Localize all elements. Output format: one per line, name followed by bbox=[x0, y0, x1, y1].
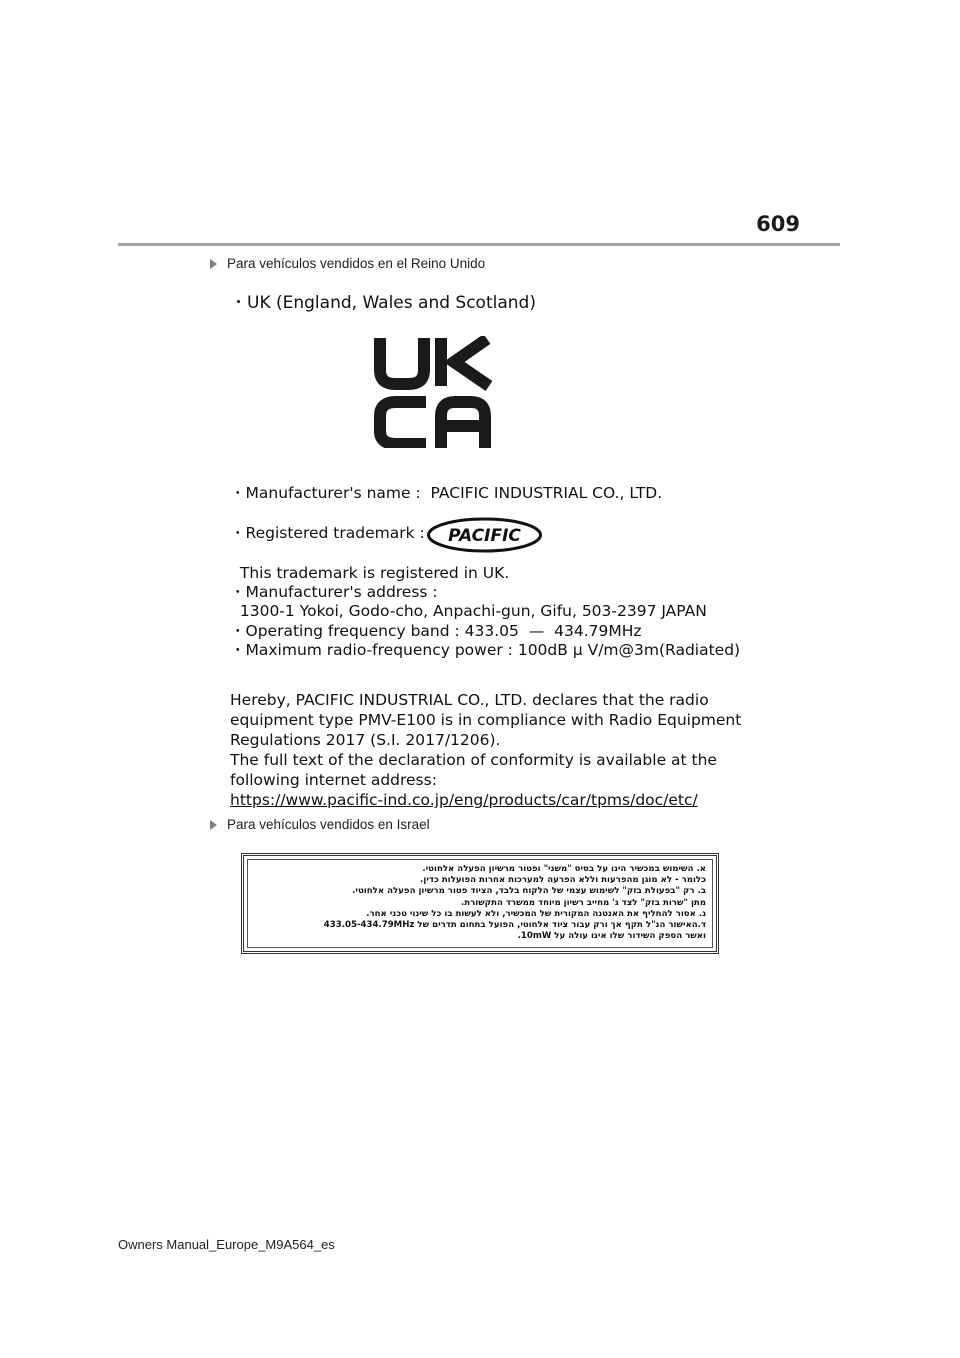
declaration-line-3: Regulations 2017 (S.I. 2017/1206). bbox=[230, 731, 501, 749]
pacific-trademark-logo bbox=[426, 517, 543, 553]
declaration-line-1: Hereby, PACIFIC INDUSTRIAL CO., LTD. declares that the radio bbox=[230, 691, 709, 709]
header-rule bbox=[118, 243, 840, 246]
section-heading-uk-text: Para vehículos vendidos en el Reino Unido bbox=[227, 256, 486, 271]
registered-trademark-label: ・Registered trademark : bbox=[230, 524, 425, 542]
triangle-bullet-icon bbox=[210, 259, 217, 269]
uk-region-text: ・UK (England, Wales and Scotland) bbox=[230, 293, 536, 313]
footer-manual-id: Owners Manual_Europe_M9A564_es bbox=[118, 1237, 335, 1252]
max-power-text: ・Maximum radio-frequency power : 100dB μ V/m@3m(Radiated) bbox=[230, 641, 741, 659]
page-number: 609 bbox=[756, 212, 800, 236]
israel-label-line-5: ג. אסור להחליף את האנטנה המקורית של המכשיר, ולא לעשות בו כל שינוי טכני אחר. bbox=[366, 908, 706, 919]
operating-frequency-text: ・Operating frequency band : 433.05 — 434.79MHz bbox=[230, 622, 642, 640]
section-heading-israel-text: Para vehículos vendidos en Israel bbox=[227, 817, 430, 832]
israel-compliance-label bbox=[241, 853, 719, 954]
trademark-note-text: This trademark is registered in UK. bbox=[230, 564, 510, 582]
declaration-line-2: equipment type PMV-E100 is in compliance with Radio Equipment bbox=[230, 711, 742, 729]
israel-label-line-1: א. השימוש במכשיר הינו על בסיס "משני" ופטור מרשיון הפעלה אלחוטי. bbox=[422, 864, 706, 874]
ukca-letter-c bbox=[380, 402, 426, 444]
israel-label-line-6: ד.האישור הנ"ל תקף אך ורק עבור ציוד אלחוטי, הפועל בתחום תדרים של 433.05-434.79MHz bbox=[323, 920, 706, 931]
triangle-bullet-icon bbox=[210, 820, 217, 830]
ukca-letter-u bbox=[380, 338, 424, 384]
israel-label-line-7: ואשר הספק השידור שלו אינו עולה על 10mW. bbox=[517, 931, 706, 942]
manufacturer-address-text: 1300-1 Yokoi, Godo-cho, Anpachi-gun, Gifu, 503-2397 JAPAN bbox=[230, 602, 707, 620]
declaration-url-link[interactable]: https://www.pacific-ind.co.jp/eng/products/car/tpms/doc/etc/ bbox=[230, 791, 698, 809]
section-heading-uk bbox=[210, 255, 485, 273]
israel-label-line-3: ב. רק "בפעולת בזק" לשימוש עצמי של הלקוח בלבד, הציוד פטור מרשיון הפעלה אלחוטי. bbox=[352, 886, 706, 897]
declaration-line-4: The full text of the declaration of conformity is available at the bbox=[230, 751, 717, 769]
israel-label-line-2: כלומר - לא מוגן מהפרעות וללא הפרעה למערכות אחרות הפועלות כדין. bbox=[420, 875, 706, 886]
section-heading-israel bbox=[210, 816, 430, 834]
manufacturer-address-label: ・Manufacturer's address : bbox=[230, 583, 438, 601]
israel-label-line-4: מתן "שרות בזק" לצד ג' מחייב רשיון מיוחד ממשרד התקשורת. bbox=[460, 897, 706, 908]
declaration-line-5: following internet address: bbox=[230, 771, 437, 789]
ukca-mark-logo bbox=[371, 336, 492, 448]
manufacturer-name-text: ・Manufacturer's name : PACIFIC INDUSTRIAL CO., LTD. bbox=[230, 484, 663, 502]
pacific-logo-text: PACIFIC bbox=[448, 526, 521, 546]
israel-label-inner bbox=[247, 859, 713, 948]
ukca-letter-k-arms bbox=[454, 339, 489, 386]
